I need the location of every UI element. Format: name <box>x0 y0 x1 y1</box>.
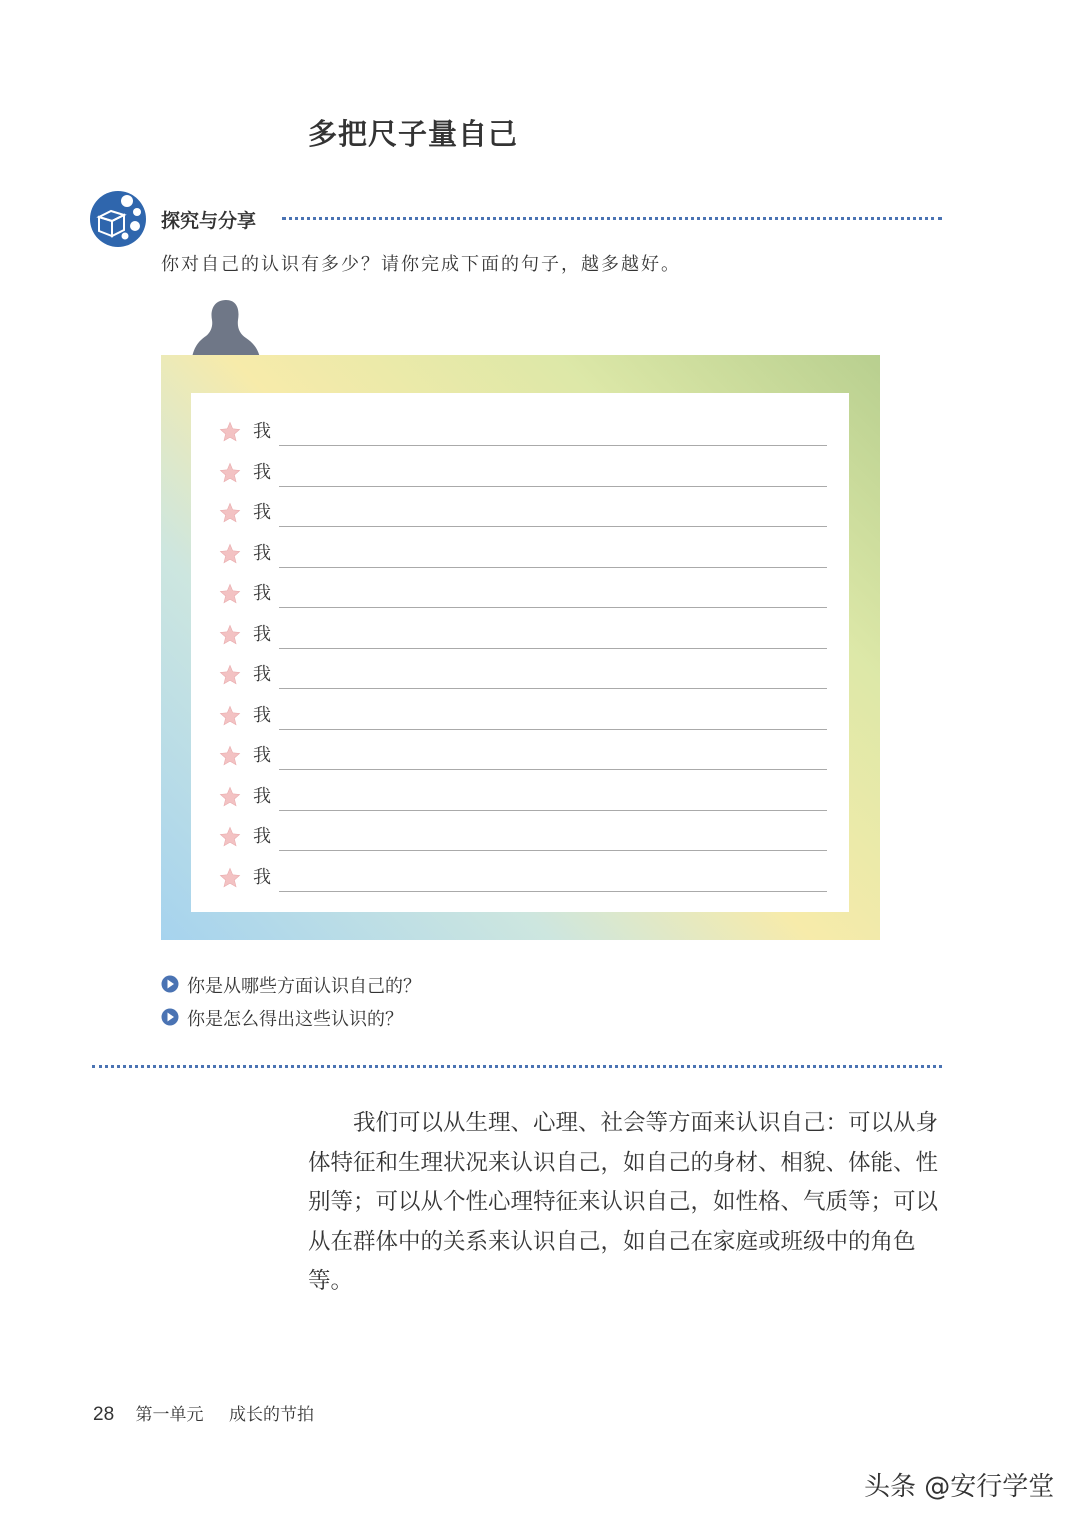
star-icon <box>219 543 241 565</box>
fill-row[interactable] <box>219 780 827 810</box>
star-icon <box>219 462 241 484</box>
answer-line <box>279 486 827 487</box>
answer-line <box>279 607 827 608</box>
answer-line <box>279 648 827 649</box>
question-text: 你是从哪些方面认识自己的？ <box>187 976 421 997</box>
answer-line <box>279 567 827 568</box>
row-prefix: 我 <box>253 421 271 442</box>
row-prefix: 我 <box>253 623 271 645</box>
star-icon <box>219 705 241 727</box>
fill-row[interactable] <box>219 537 827 567</box>
fill-row[interactable] <box>219 861 827 891</box>
star-icon <box>219 826 241 848</box>
explore-cube-icon <box>89 190 147 248</box>
girl-silhouette-icon <box>190 296 262 358</box>
triangle-bullet-icon <box>161 1008 179 1026</box>
row-prefix: 我 <box>253 785 271 807</box>
fill-row[interactable] <box>219 618 827 648</box>
fill-row[interactable] <box>219 415 827 445</box>
star-icon <box>219 421 241 443</box>
answer-line <box>279 891 827 892</box>
row-prefix: 我 <box>253 542 271 564</box>
answer-line <box>279 688 827 689</box>
star-icon <box>219 583 241 605</box>
fill-row[interactable] <box>219 699 827 729</box>
fill-row[interactable] <box>219 739 827 769</box>
fill-row[interactable] <box>219 820 827 850</box>
row-prefix: 我 <box>253 502 271 523</box>
watermark: 头条 @安行学堂 <box>864 1472 1055 1502</box>
self-description-frame <box>161 355 880 940</box>
row-prefix: 我 <box>253 866 271 888</box>
footer-unit: 第一单元 <box>135 1405 204 1425</box>
answer-line <box>279 850 827 851</box>
fill-row[interactable] <box>219 577 827 607</box>
answer-line <box>279 769 827 770</box>
answer-line <box>279 526 827 527</box>
page-title: 多把尺子量自己 <box>308 117 519 151</box>
page-number: 28 <box>93 1404 115 1425</box>
section-divider-bottom <box>92 1065 942 1068</box>
answer-line <box>279 729 827 730</box>
section-label: 探究与分享 <box>161 210 257 232</box>
fill-row[interactable] <box>219 496 827 526</box>
row-prefix: 我 <box>253 826 271 847</box>
page-footer <box>93 1400 314 1426</box>
row-prefix: 我 <box>253 745 271 766</box>
star-icon <box>219 502 241 524</box>
section-divider-top <box>282 217 942 220</box>
star-icon <box>219 624 241 646</box>
fill-in-card <box>191 393 849 912</box>
fill-row[interactable] <box>219 456 827 486</box>
star-icon <box>219 786 241 808</box>
row-prefix: 我 <box>253 583 271 604</box>
answer-line <box>279 445 827 446</box>
prompt-text: 你对自己的认识有多少？请你完成下面的句子，越多越好。 <box>161 254 681 275</box>
star-icon <box>219 745 241 767</box>
star-icon <box>219 867 241 889</box>
triangle-bullet-icon <box>161 975 179 993</box>
body-paragraph-text: 我们可以从生理、心理、社会等方面来认识自己：可以从身体特征和生理状况来认识自己，如自己的身材、相貌、体能、性别等；可以从个性心理特征来认识自己，如性格、气质等；可以从在群体中的关系来认识自己，如自己在家庭或班级中的角色等。 <box>308 1110 939 1294</box>
row-prefix: 我 <box>253 461 271 483</box>
body-paragraph <box>308 1104 948 1302</box>
row-prefix: 我 <box>253 664 271 685</box>
footer-chapter: 成长的节拍 <box>228 1405 314 1425</box>
question-text: 你是怎么得出这些认识的？ <box>187 1009 403 1030</box>
star-icon <box>219 664 241 686</box>
fill-row[interactable] <box>219 658 827 688</box>
answer-line <box>279 810 827 811</box>
row-prefix: 我 <box>253 704 271 726</box>
